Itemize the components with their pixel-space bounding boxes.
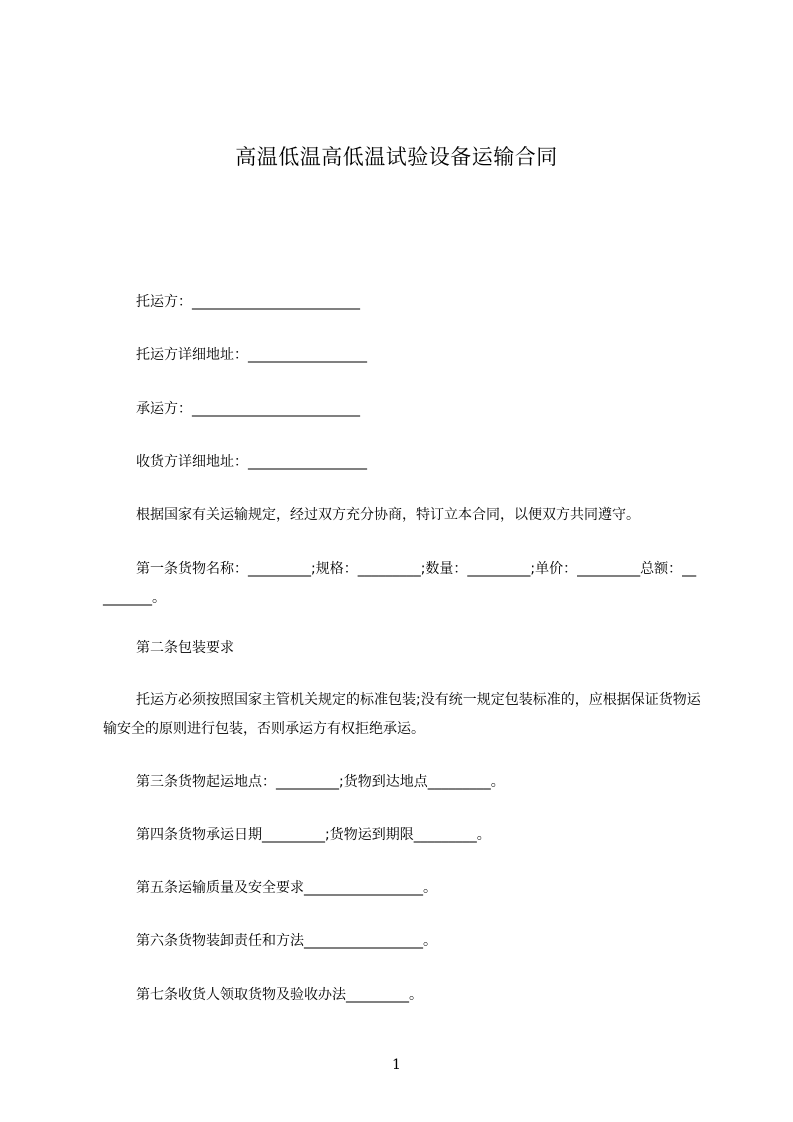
consignor-line: 托运方：________________________ [136, 294, 360, 310]
consignee-address-line: 收货方详细地址：_________________ [136, 454, 367, 470]
consignor-address-line: 托运方详细地址：_________________ [136, 347, 367, 363]
article-2-heading: 第二条包装要求 [136, 640, 234, 656]
article-5-line: 第五条运输质量及安全要求_________________。 [136, 880, 437, 896]
article-7-line: 第七条收货人领取货物及验收办法_________。 [136, 987, 423, 1003]
article-4-line: 第四条货物承运日期_________;货物运到期限_________。 [136, 827, 491, 843]
article-3-line: 第三条货物起运地点：_________;货物到达地点_________。 [136, 774, 505, 790]
carrier-line: 承运方：________________________ [136, 401, 360, 417]
article-2-paragraph: 托运方必须按照国家主管机关规定的标准包装;没有统一规定包装标准的，应根据保证货物运输安全的原则进行包装，否则承运方有权拒绝承运。 [103, 692, 701, 737]
page-number: 1 [392, 1057, 401, 1073]
article-1-paragraph: 第一条货物名称：_________;规格：_________;数量：_________;单价：_________总额：_________。 [103, 561, 697, 606]
document-title: 高温低温高低温试验设备运输合同 [235, 145, 558, 169]
article-6-line: 第六条货物装卸责任和方法_________________。 [136, 933, 437, 949]
preamble-paragraph: 根据国家有关运输规定，经过双方充分协商，特订立本合同，以便双方共同遵守。 [136, 507, 640, 523]
